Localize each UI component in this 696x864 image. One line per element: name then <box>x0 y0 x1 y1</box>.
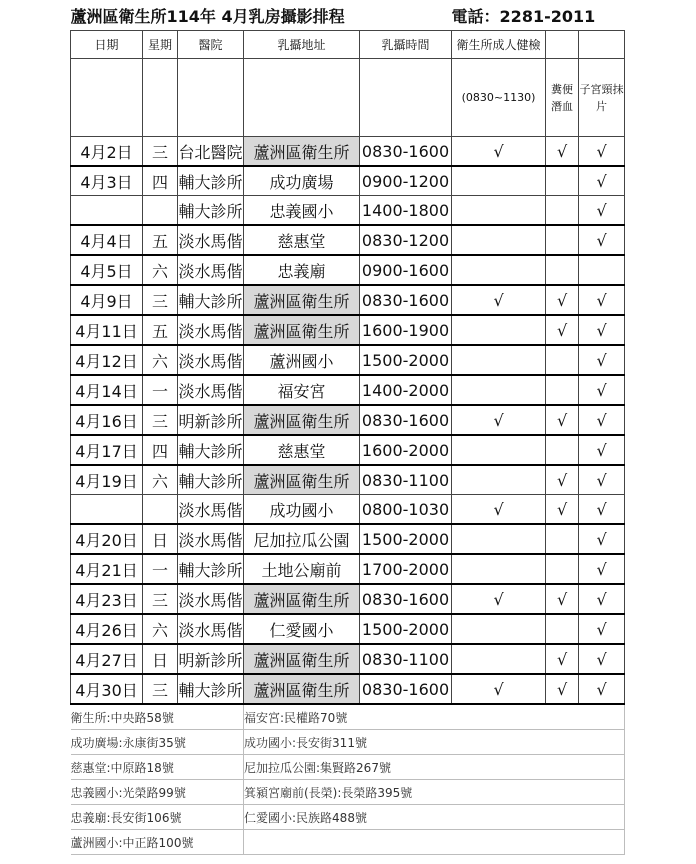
header-row <box>71 31 625 59</box>
cervical-cell: √ <box>579 584 625 614</box>
cervical-cell: √ <box>579 166 625 196</box>
weekday-cell <box>143 196 178 226</box>
date-cell: 4月12日 <box>71 345 143 375</box>
cervical-cell: √ <box>579 375 625 405</box>
cervical-cell: √ <box>579 644 625 674</box>
date-cell: 4月9日 <box>71 285 143 315</box>
header-blank <box>546 31 579 59</box>
hospital-cell: 明新診所 <box>178 644 244 674</box>
table-row <box>71 166 625 196</box>
fecal-cell <box>546 554 579 584</box>
table-row <box>71 285 625 315</box>
health-check-cell <box>452 465 546 495</box>
time-cell: 1600-1900 <box>360 315 452 345</box>
hospital-cell: 輔大診所 <box>178 674 244 704</box>
cervical-cell <box>579 255 625 285</box>
date-cell: 4月19日 <box>71 465 143 495</box>
table-row <box>71 614 625 644</box>
cervical-cell: √ <box>579 137 625 167</box>
fecal-cell: √ <box>546 405 579 435</box>
hospital-cell: 淡水馬偕 <box>178 315 244 345</box>
address-cell: 蘆洲區衛生所 <box>244 674 360 704</box>
weekday-cell: 一 <box>143 554 178 584</box>
address-cell: 蘆洲國小 <box>244 345 360 375</box>
address-cell: 忠義廟 <box>244 255 360 285</box>
time-cell: 0830-1200 <box>360 225 452 255</box>
table-row <box>71 225 625 255</box>
fecal-cell: √ <box>546 644 579 674</box>
date-cell: 4月11日 <box>71 315 143 345</box>
health-check-cell <box>452 166 546 196</box>
hospital-cell: 淡水馬偕 <box>178 584 244 614</box>
address-right: 尼加拉瓜公園:集賢路267號 <box>244 755 625 780</box>
hospital-cell: 輔大診所 <box>178 285 244 315</box>
health-check-cell <box>452 196 546 226</box>
address-cell: 蘆洲區衛生所 <box>244 465 360 495</box>
table-row <box>71 255 625 285</box>
header-weekday: 星期 <box>143 31 178 59</box>
address-row <box>71 805 625 830</box>
time-cell: 1400-2000 <box>360 375 452 405</box>
time-cell: 0830-1600 <box>360 137 452 167</box>
table-row <box>71 495 625 525</box>
header-cervical: 子宮頸抹片 <box>579 59 625 137</box>
table-row <box>71 465 625 495</box>
time-cell: 1500-2000 <box>360 524 452 554</box>
time-cell: 1600-2000 <box>360 435 452 465</box>
address-left: 忠義國小:光榮路99號 <box>71 780 244 805</box>
hospital-cell: 輔大診所 <box>178 166 244 196</box>
date-cell: 4月23日 <box>71 584 143 614</box>
weekday-cell: 日 <box>143 644 178 674</box>
fecal-cell: √ <box>546 465 579 495</box>
weekday-cell: 四 <box>143 166 178 196</box>
address-left: 衛生所:中央路58號 <box>71 704 244 730</box>
weekday-cell: 三 <box>143 405 178 435</box>
weekday-cell: 五 <box>143 225 178 255</box>
time-cell: 1400-1800 <box>360 196 452 226</box>
date-cell: 4月21日 <box>71 554 143 584</box>
table-row <box>71 524 625 554</box>
fecal-cell: √ <box>546 495 579 525</box>
table-row <box>71 375 625 405</box>
header-time: 乳攝時間 <box>360 31 452 59</box>
date-cell: 4月14日 <box>71 375 143 405</box>
health-check-cell <box>452 225 546 255</box>
address-right: 仁愛國小:民族路488號 <box>244 805 625 830</box>
address-cell: 蘆洲區衛生所 <box>244 137 360 167</box>
time-cell: 0830-1600 <box>360 674 452 704</box>
hospital-cell: 淡水馬偕 <box>178 255 244 285</box>
hospital-cell: 淡水馬偕 <box>178 614 244 644</box>
cervical-cell: √ <box>579 285 625 315</box>
date-cell: 4月17日 <box>71 435 143 465</box>
health-check-cell <box>452 375 546 405</box>
weekday-cell: 一 <box>143 375 178 405</box>
weekday-cell: 五 <box>143 315 178 345</box>
date-cell: 4月16日 <box>71 405 143 435</box>
fecal-cell <box>546 196 579 226</box>
address-right: 箕潁宮廟前(長榮):長榮路395號 <box>244 780 625 805</box>
phone-number: 電話：2281-2011 <box>451 6 596 26</box>
cervical-cell: √ <box>579 315 625 345</box>
fecal-cell <box>546 375 579 405</box>
health-check-cell: √ <box>452 137 546 167</box>
date-cell: 4月20日 <box>71 524 143 554</box>
address-cell: 土地公廟前 <box>244 554 360 584</box>
fecal-cell <box>546 614 579 644</box>
weekday-cell: 三 <box>143 137 178 167</box>
hospital-cell: 台北醫院 <box>178 137 244 167</box>
fecal-cell <box>546 345 579 375</box>
table-row <box>71 644 625 674</box>
health-check-cell <box>452 255 546 285</box>
cervical-cell: √ <box>579 435 625 465</box>
time-cell: 0830-1600 <box>360 285 452 315</box>
header-health-check: 衛生所成人健檢 <box>452 31 546 59</box>
header-hospital: 醫院 <box>178 31 244 59</box>
health-check-cell <box>452 644 546 674</box>
address-row <box>71 730 625 755</box>
cervical-cell: √ <box>579 465 625 495</box>
date-cell: 4月30日 <box>71 674 143 704</box>
address-left: 慈惠堂:中原路18號 <box>71 755 244 780</box>
hospital-cell: 淡水馬偕 <box>178 495 244 525</box>
date-cell: 4月27日 <box>71 644 143 674</box>
hospital-cell: 輔大診所 <box>178 554 244 584</box>
time-cell: 0830-1600 <box>360 405 452 435</box>
weekday-cell: 六 <box>143 465 178 495</box>
header-date: 日期 <box>71 31 143 59</box>
weekday-cell: 六 <box>143 255 178 285</box>
health-check-cell <box>452 435 546 465</box>
table-row <box>71 345 625 375</box>
address-row <box>71 704 625 730</box>
health-check-cell: √ <box>452 584 546 614</box>
header-health-check-time: (0830~1130) <box>452 59 546 137</box>
hospital-cell: 淡水馬偕 <box>178 375 244 405</box>
header-blank-2 <box>579 31 625 59</box>
health-check-cell: √ <box>452 674 546 704</box>
date-cell: 4月2日 <box>71 137 143 167</box>
date-cell: 4月4日 <box>71 225 143 255</box>
address-cell: 成功廣場 <box>244 166 360 196</box>
address-row <box>71 755 625 780</box>
fecal-cell: √ <box>546 137 579 167</box>
table-row <box>71 315 625 345</box>
address-list <box>71 704 625 855</box>
health-check-cell: √ <box>452 285 546 315</box>
cervical-cell: √ <box>579 614 625 644</box>
date-cell: 4月5日 <box>71 255 143 285</box>
header-fecal: 糞便潛血 <box>546 59 579 137</box>
table-row <box>71 137 625 167</box>
hospital-cell: 輔大診所 <box>178 465 244 495</box>
weekday-cell: 六 <box>143 345 178 375</box>
fecal-cell <box>546 524 579 554</box>
time-cell: 0800-1030 <box>360 495 452 525</box>
time-cell: 1700-2000 <box>360 554 452 584</box>
time-cell: 0830-1100 <box>360 465 452 495</box>
address-left: 蘆洲國小:中正路100號 <box>71 830 244 855</box>
subheader-row <box>71 59 625 137</box>
fecal-cell <box>546 255 579 285</box>
address-cell: 蘆洲區衛生所 <box>244 644 360 674</box>
fecal-cell: √ <box>546 285 579 315</box>
health-check-cell <box>452 554 546 584</box>
cervical-cell: √ <box>579 495 625 525</box>
weekday-cell: 三 <box>143 285 178 315</box>
table-row <box>71 584 625 614</box>
time-cell: 0900-1200 <box>360 166 452 196</box>
cervical-cell: √ <box>579 674 625 704</box>
schedule-body <box>71 137 625 705</box>
weekday-cell: 四 <box>143 435 178 465</box>
time-cell: 1500-2000 <box>360 345 452 375</box>
address-cell: 尼加拉瓜公園 <box>244 524 360 554</box>
date-cell <box>71 196 143 226</box>
health-check-cell <box>452 614 546 644</box>
table-row <box>71 674 625 704</box>
address-cell: 慈惠堂 <box>244 435 360 465</box>
hospital-cell: 淡水馬偕 <box>178 345 244 375</box>
date-cell: 4月26日 <box>71 614 143 644</box>
address-cell: 蘆洲區衛生所 <box>244 285 360 315</box>
weekday-cell: 日 <box>143 524 178 554</box>
health-check-cell <box>452 345 546 375</box>
table-row <box>71 554 625 584</box>
address-row <box>71 830 625 855</box>
cervical-cell: √ <box>579 225 625 255</box>
address-cell: 仁愛國小 <box>244 614 360 644</box>
time-cell: 0830-1600 <box>360 584 452 614</box>
date-cell: 4月3日 <box>71 166 143 196</box>
cervical-cell: √ <box>579 196 625 226</box>
table-row <box>71 435 625 465</box>
address-right: 福安宮:民權路70號 <box>244 704 625 730</box>
fecal-cell <box>546 435 579 465</box>
header-address: 乳攝地址 <box>244 31 360 59</box>
health-check-cell <box>452 524 546 554</box>
cervical-cell: √ <box>579 345 625 375</box>
hospital-cell: 明新診所 <box>178 405 244 435</box>
health-check-cell: √ <box>452 405 546 435</box>
health-check-cell <box>452 315 546 345</box>
hospital-cell: 輔大診所 <box>178 196 244 226</box>
weekday-cell: 六 <box>143 614 178 644</box>
address-cell: 福安宮 <box>244 375 360 405</box>
time-cell: 0830-1100 <box>360 644 452 674</box>
title-row <box>71 0 625 31</box>
fecal-cell: √ <box>546 674 579 704</box>
cervical-cell: √ <box>579 524 625 554</box>
time-cell: 1500-2000 <box>360 614 452 644</box>
address-cell: 蘆洲區衛生所 <box>244 315 360 345</box>
address-left: 忠義廟:長安街106號 <box>71 805 244 830</box>
weekday-cell: 三 <box>143 674 178 704</box>
hospital-cell: 輔大診所 <box>178 435 244 465</box>
fecal-cell: √ <box>546 584 579 614</box>
address-cell: 慈惠堂 <box>244 225 360 255</box>
fecal-cell <box>546 166 579 196</box>
time-cell: 0900-1600 <box>360 255 452 285</box>
fecal-cell <box>546 225 579 255</box>
cervical-cell: √ <box>579 554 625 584</box>
weekday-cell: 三 <box>143 584 178 614</box>
address-cell: 蘆洲區衛生所 <box>244 584 360 614</box>
weekday-cell <box>143 495 178 525</box>
address-row <box>71 780 625 805</box>
address-right: 成功國小:長安街311號 <box>244 730 625 755</box>
cervical-cell: √ <box>579 405 625 435</box>
address-cell: 蘆洲區衛生所 <box>244 405 360 435</box>
health-check-cell: √ <box>452 495 546 525</box>
hospital-cell: 淡水馬偕 <box>178 225 244 255</box>
page-title: 蘆洲區衛生所114年 4月乳房攝影排程 <box>70 6 345 26</box>
schedule-table <box>70 0 625 855</box>
schedule-sheet <box>70 0 624 855</box>
address-cell: 成功國小 <box>244 495 360 525</box>
table-row <box>71 405 625 435</box>
address-cell: 忠義國小 <box>244 196 360 226</box>
table-row <box>71 196 625 226</box>
address-right <box>244 830 625 855</box>
hospital-cell: 淡水馬偕 <box>178 524 244 554</box>
date-cell <box>71 495 143 525</box>
fecal-cell: √ <box>546 315 579 345</box>
address-left: 成功廣場:永康街35號 <box>71 730 244 755</box>
